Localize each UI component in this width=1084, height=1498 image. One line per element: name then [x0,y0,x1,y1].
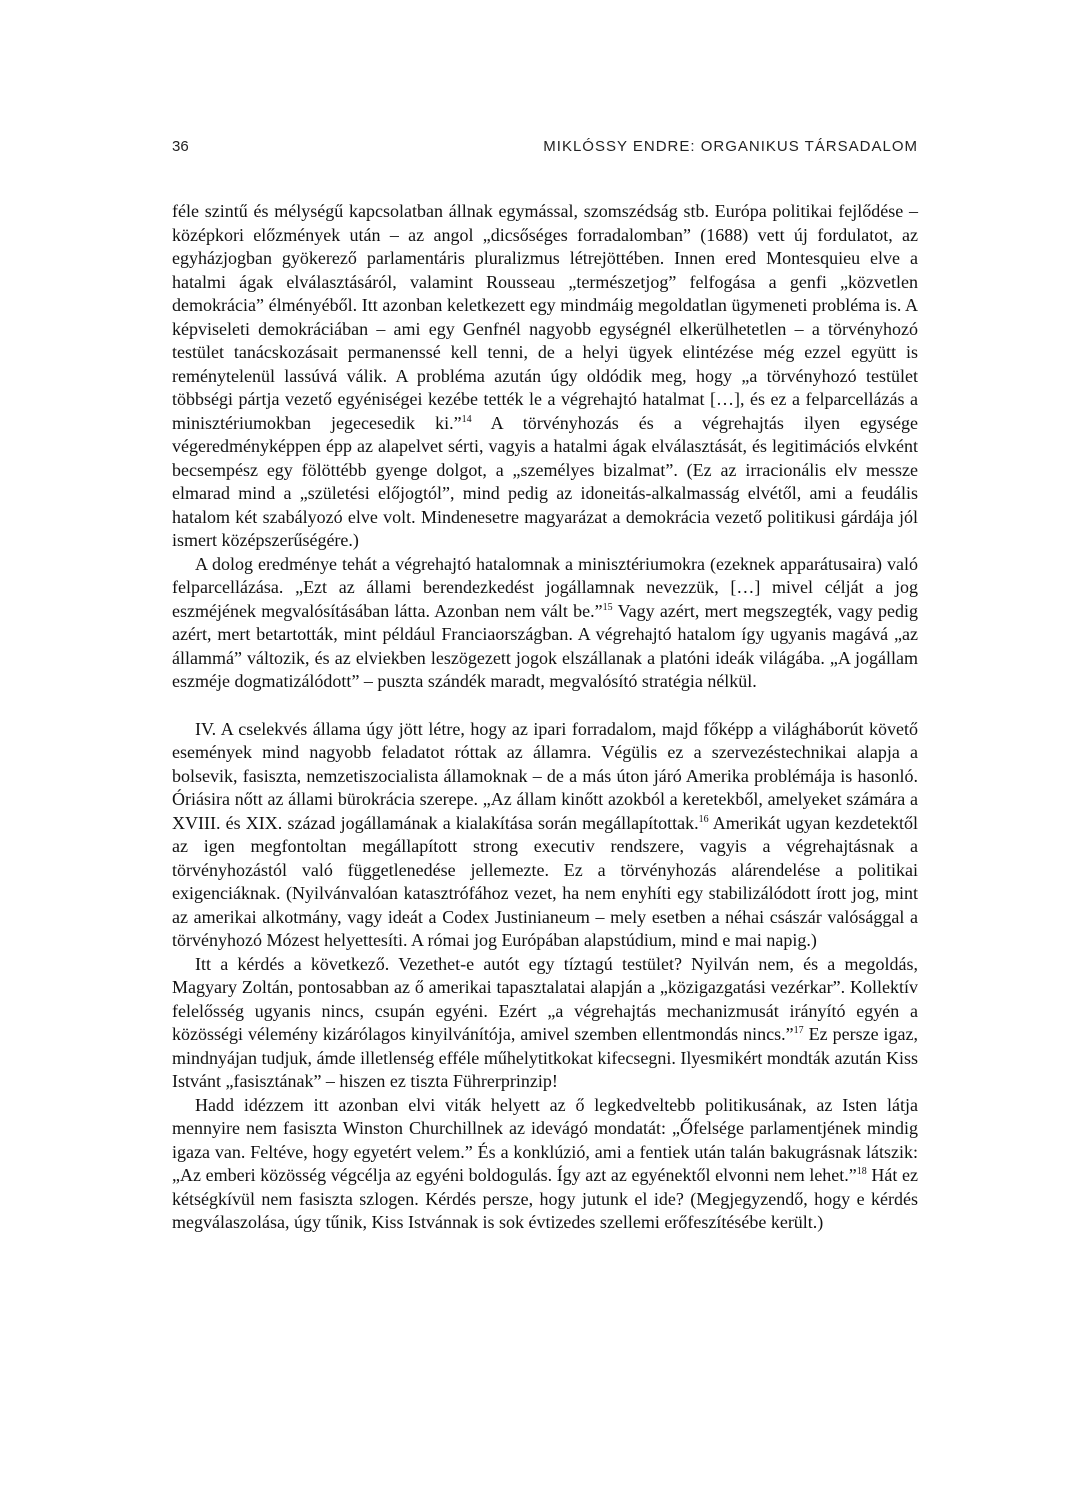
footnote-ref: 18 [856,1166,867,1177]
text-run: A törvényhozás és a végrehajtás ilyen egysége végeredményképpen épp az alapelvet sérti, vagyis a hatalmi ágak elválasztását, és legitimációs elvként becsempész egy fölöttébb gyenge dolgot, a „személyes bizalmat”. (Ez az irracionális elv messze elmarad mind a „születési előjogtól”, mind pedig az idoneitás-alkalmasság elvétől, ami a feudális hatalom két szabályozó elve volt. Mindenesetre magyarázat a demokrácia vezető politikusi gárdája jól ismert középszerűségére.) [172,412,918,550]
paragraph [172,553,918,694]
text-run: Itt a kérdés a következő. Vezethet-e autót egy tíztagú testület? Nyilván nem, és a megoldás, Magyary Zoltán, pontosabban az ő amerikai tapasztalatai alapján a „közigazgatási vezérkar”. Kollektív felelősség ugyanis nincs, csupán egyéni. Ezért „a végrehajtás mechanizmusát irányító egyén a közösségi vélemény kizárólagos kinyilvánítója, amivel szemben ellentmondás nincs.” [172,953,918,1044]
text-run: Vagy azért, mert megszegték, vagy pedig azért, mert betartották, mint például Franciaországban. A végrehajtó hatalom így ugyanis magává „az állammá” változik, és az elviekben leszögezett jogok elszállanak a platóni ideák világába. „A jogállam eszméje dogmatizálódott” – puszta szándék maradt, megvalósító stratégia nélkül. [172,600,918,691]
paragraph [172,200,918,553]
footnote-ref: 17 [793,1025,804,1036]
paragraph [172,953,918,1094]
text-run: IV. A cselekvés állama úgy jött létre, hogy az ipari forradalom, majd főképp a világháborút követő események mind nagyobb feladatot róttak az államra. Végülis ez a szervezéstechnikai alapja a bolsevik, fasiszta, nemzetiszocialista államoknak – de a más úton járó Amerika problémája is hasonló. Óriásira nőtt az állami bürokrácia szerepe. „Az állam kinőtt azokból a keretekből, amelyeket számára a XVIII. és XIX. század jogállamának a kialakítása során megállapítottak. [172,718,918,833]
text-run: Ez persze igaz, mindnyájan tudjuk, ámde illetlenség efféle műhelytitkokat kifecsegni. Ilyesmikért mondták azután Kiss Istvánt „fasisztának” – hiszen ez tiszta Führerprinzip! [172,1024,919,1091]
footnote-ref: 14 [461,413,472,425]
text-run: Hát ez kétségkívül nem fasiszta szlogen. Kérdés persze, hogy jutunk el ide? (Megjegyzendő, hogy e kérdés megválaszolása, úgy tűnik, Kiss Istvánnak is sok évtizedes szellemi erőfeszítésébe került.) [172,1165,919,1232]
body-text [172,200,918,1235]
text-run: A dolog eredménye tehát a végrehajtó hatalomnak a minisztériumokra (ezeknek apparátusaira) való felparcellázása. „Ezt az állami berendezkedést jogállamnak nevezzük, […] mivel célját a jog eszméjének megvalósításában látta. Azonban nem vált be.” [172,553,918,621]
paragraph [172,718,918,953]
section-gap [172,694,918,718]
text-run: féle szintű és mélységű kapcsolatban állnak egymással, szomszédság stb. Európa politikai fejlődése – középkori előzmények után – az angol „dicsőséges forradalomban” (1688) vett új fordulatot, az egyházjogban gyökerező parlamentáris pluralizmus létrejöttében. Innen ered Montesquieu elve a hatalmi ágak elválasztásáról, valamint Rousseau „természetjog” felfogása a genfi „közvetlen demokrácia” élményéből. Itt azonban keletkezett egy mindmáig megoldatlan ügymeneti probléma is. A képviseleti demokráciában – ami egy Genfnél nagyobb egységnél elkerülhetetlen – a törvényhozó testület tanácskozásait permanenssé kell tenni, de a helyi ügyek elintézése még ezzel együtt is reménytelenül lassúvá válik. A probléma azután úgy oldódik meg, hogy „a törvényhozó testület többségi pártja vezető egyéniségei kezébe tették le a végrehajtó hatalmat […], és ez a felparcellázás a minisztériumokban jegecesedik ki.” [172,201,918,433]
page-number: 36 [172,138,189,155]
footnote-ref: 15 [602,601,613,613]
paragraph [172,1094,918,1235]
footnote-ref: 16 [698,813,709,825]
running-head: MIKLÓSSY ENDRE: ORGANIKUS TÁRSADALOM [543,138,918,155]
text-run: Amerikát ugyan kezdetektől az igen megfontoltan megállapított strong executiv rendszere, vagyis a végrehajtásnak a törvényhozástól való függetlenedése jellemezte. Ez a törvényhozás alárendelése a politikai exigenciáknak. (Nyilvánvalóan katasztrófához vezet, ha nem enyhíti egy stabilizálódott írott jog, mint az amerikai alkotmány, vagy ideát a Codex Justinianeum – mely esetben a néhai császár valósággal a törvényhozó Mózest helyettesíti. A római jog Európában alapstúdium, mind e mai napig.) [172,812,919,950]
text-run: Hadd idézzem itt azonban elvi viták helyett az ő legkedveltebb politikusának, az Isten látja mennyire nem fasiszta Winston Churchillnek az idevágó mondatát: „Őfelsége parlamentjének mindig igaza van. Feltéve, hogy egyetért velem.” És a konklúzió, ami a fentiek után talán bakugrásnak látszik: „Az emberi közösség végcélja az egyéni boldogulás. Így azt az egyénektől elvonni nem lehet.” [172,1094,918,1185]
page-header [172,138,918,162]
